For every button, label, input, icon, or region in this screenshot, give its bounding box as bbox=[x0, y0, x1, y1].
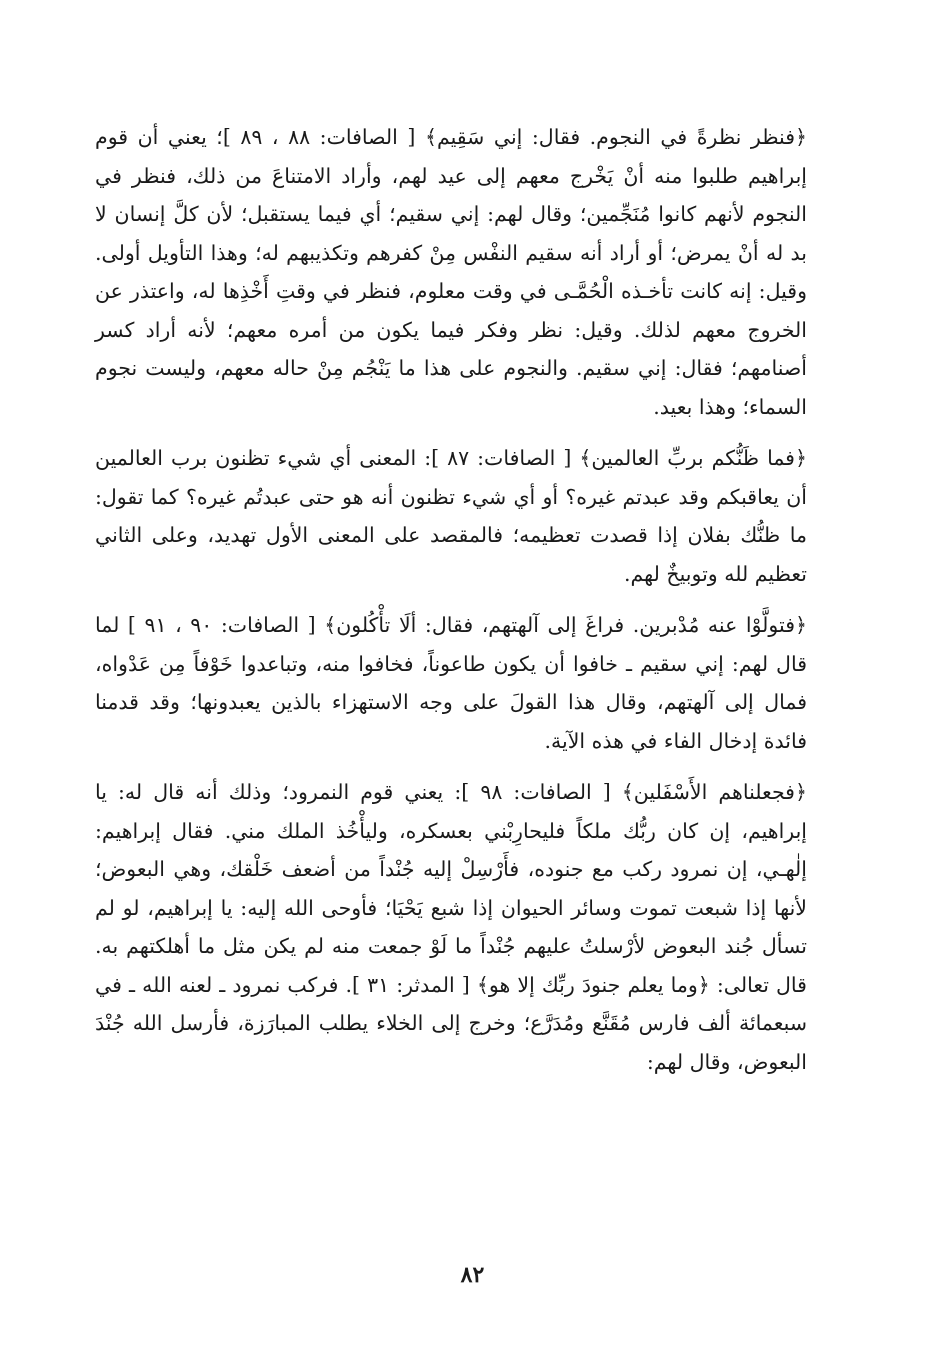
page-number: ٨٢ bbox=[460, 1262, 485, 1288]
paragraph-saffat-88-89: ﴿فنظر نظرةً في النجوم. فقال: إني سَقِيم﴾ [ الصافات: ٨٨ ، ٨٩ ]؛ يعني أن قوم إبراهيم طلبوا منه أنْ يَخْرج معهم إلى عيد لهم، وأراد الامتناعَ من ذلك، فنظر في النجوم لأنهم كانوا مُنَجِّمين؛ وقال لهم: إني سقيم؛ أي فيما يستقبل؛ لأن كلَّ إنسان لا بد له أنْ يمرض؛ أو أراد أنه سقيم النفْس مِنْ كفرهم وتكذيبهم له؛ وهذا التأويل أولى. وقيل: إنه كانت تأخـذه الْحُمَّـى في وقت معلوم، فنظر في وقتِ أَخْذِها له، واعتذر عن الخروج معهم لذلك. وقيل: نظر وفكر فيما يكون من أمره معهم؛ لأنه أراد كسر أصنامهم؛ فقال: إني سقيم. والنجوم على هذا ما يَنْجُم مِنْ حاله معهم، وليست نجوم السماء؛ وهذا بعيد. bbox=[95, 125, 808, 419]
paragraph-saffat-90-91: ﴿فتولَّوْا عنه مُدْبرين. فراغَ إلى آلهتهم، فقال: ألَا تأْكُلون﴾ [ الصافات: ٩٠ ، ٩١ ] لما قال لهم: إني سقيم ـ خافوا أن يكون طاعوناً، فخافوا منه، وتباعدوا خَوْفاً مِن عَدْواه، فمال إلى آلهتهم، وقال هذا القولَ على وجه الاستهزاء بالذين يعبدونها؛ وقد قدمنا فائدة إدخال الفاء في هذه الآية. bbox=[95, 613, 808, 753]
page-body bbox=[95, 118, 807, 1094]
paragraph-saffat-98: ﴿فجعلناهم الأَسْفَلين﴾ [ الصافات: ٩٨ ]: يعني قوم النمرود؛ وذلك أنه قال له: يا إبراهيم، إن كان ربُّك ملكاً فليحارِبْني بعسكره، وليأْخُذ الملك مني. فقال إبراهيم: إلٰهـي، إن نمرود ركب مع جنوده، فأَرْسِلْ إليه جُنْداً من أضعف خَلْقك، وهي البعوض؛ لأنها إذا شبعت تموت وسائر الحيوان إذا شبع يَحْيَا؛ فأوحى الله إليه: يا إبراهيم، لو لم تسأل جُند البعوض لأرْسلتُ عليهم جُنْداً ما لَوْ جمعت منه لم يكن مثل ما أهلكتهم به. قال تعالى: ﴿وما يعلم جنودَ ربِّك إلا هو﴾ [ المدثر: ٣١ ]. فركب نمرود ـ لعنه الله ـ في سبعمائة ألف فارس مُقَنَّع ومُدَرَّع؛ وخرج إلى الخلاء يطلب المبارَزة، فأرسل الله جُنْدَ البعوض، وقال لهم: bbox=[95, 780, 807, 1074]
paragraph-saffat-87: ﴿فما ظَنُّكم بربِّ العالمين﴾ [ الصافات: ٨٧ ]: المعنى أي شيء تظنون برب العالمين أن يعاقبكم وقد عبدتم غيره؟ أو أي شيء تظنون أنه هو حتى عبدتُم غيره؟ كما تقول: ما ظنُّك بفلان إذا قصدت تعظيمه؛ فالمقصد على المعنى الأول تهديد، وعلى الثاني تعظيم لله وتوبيخٌ لهم. bbox=[95, 446, 807, 586]
